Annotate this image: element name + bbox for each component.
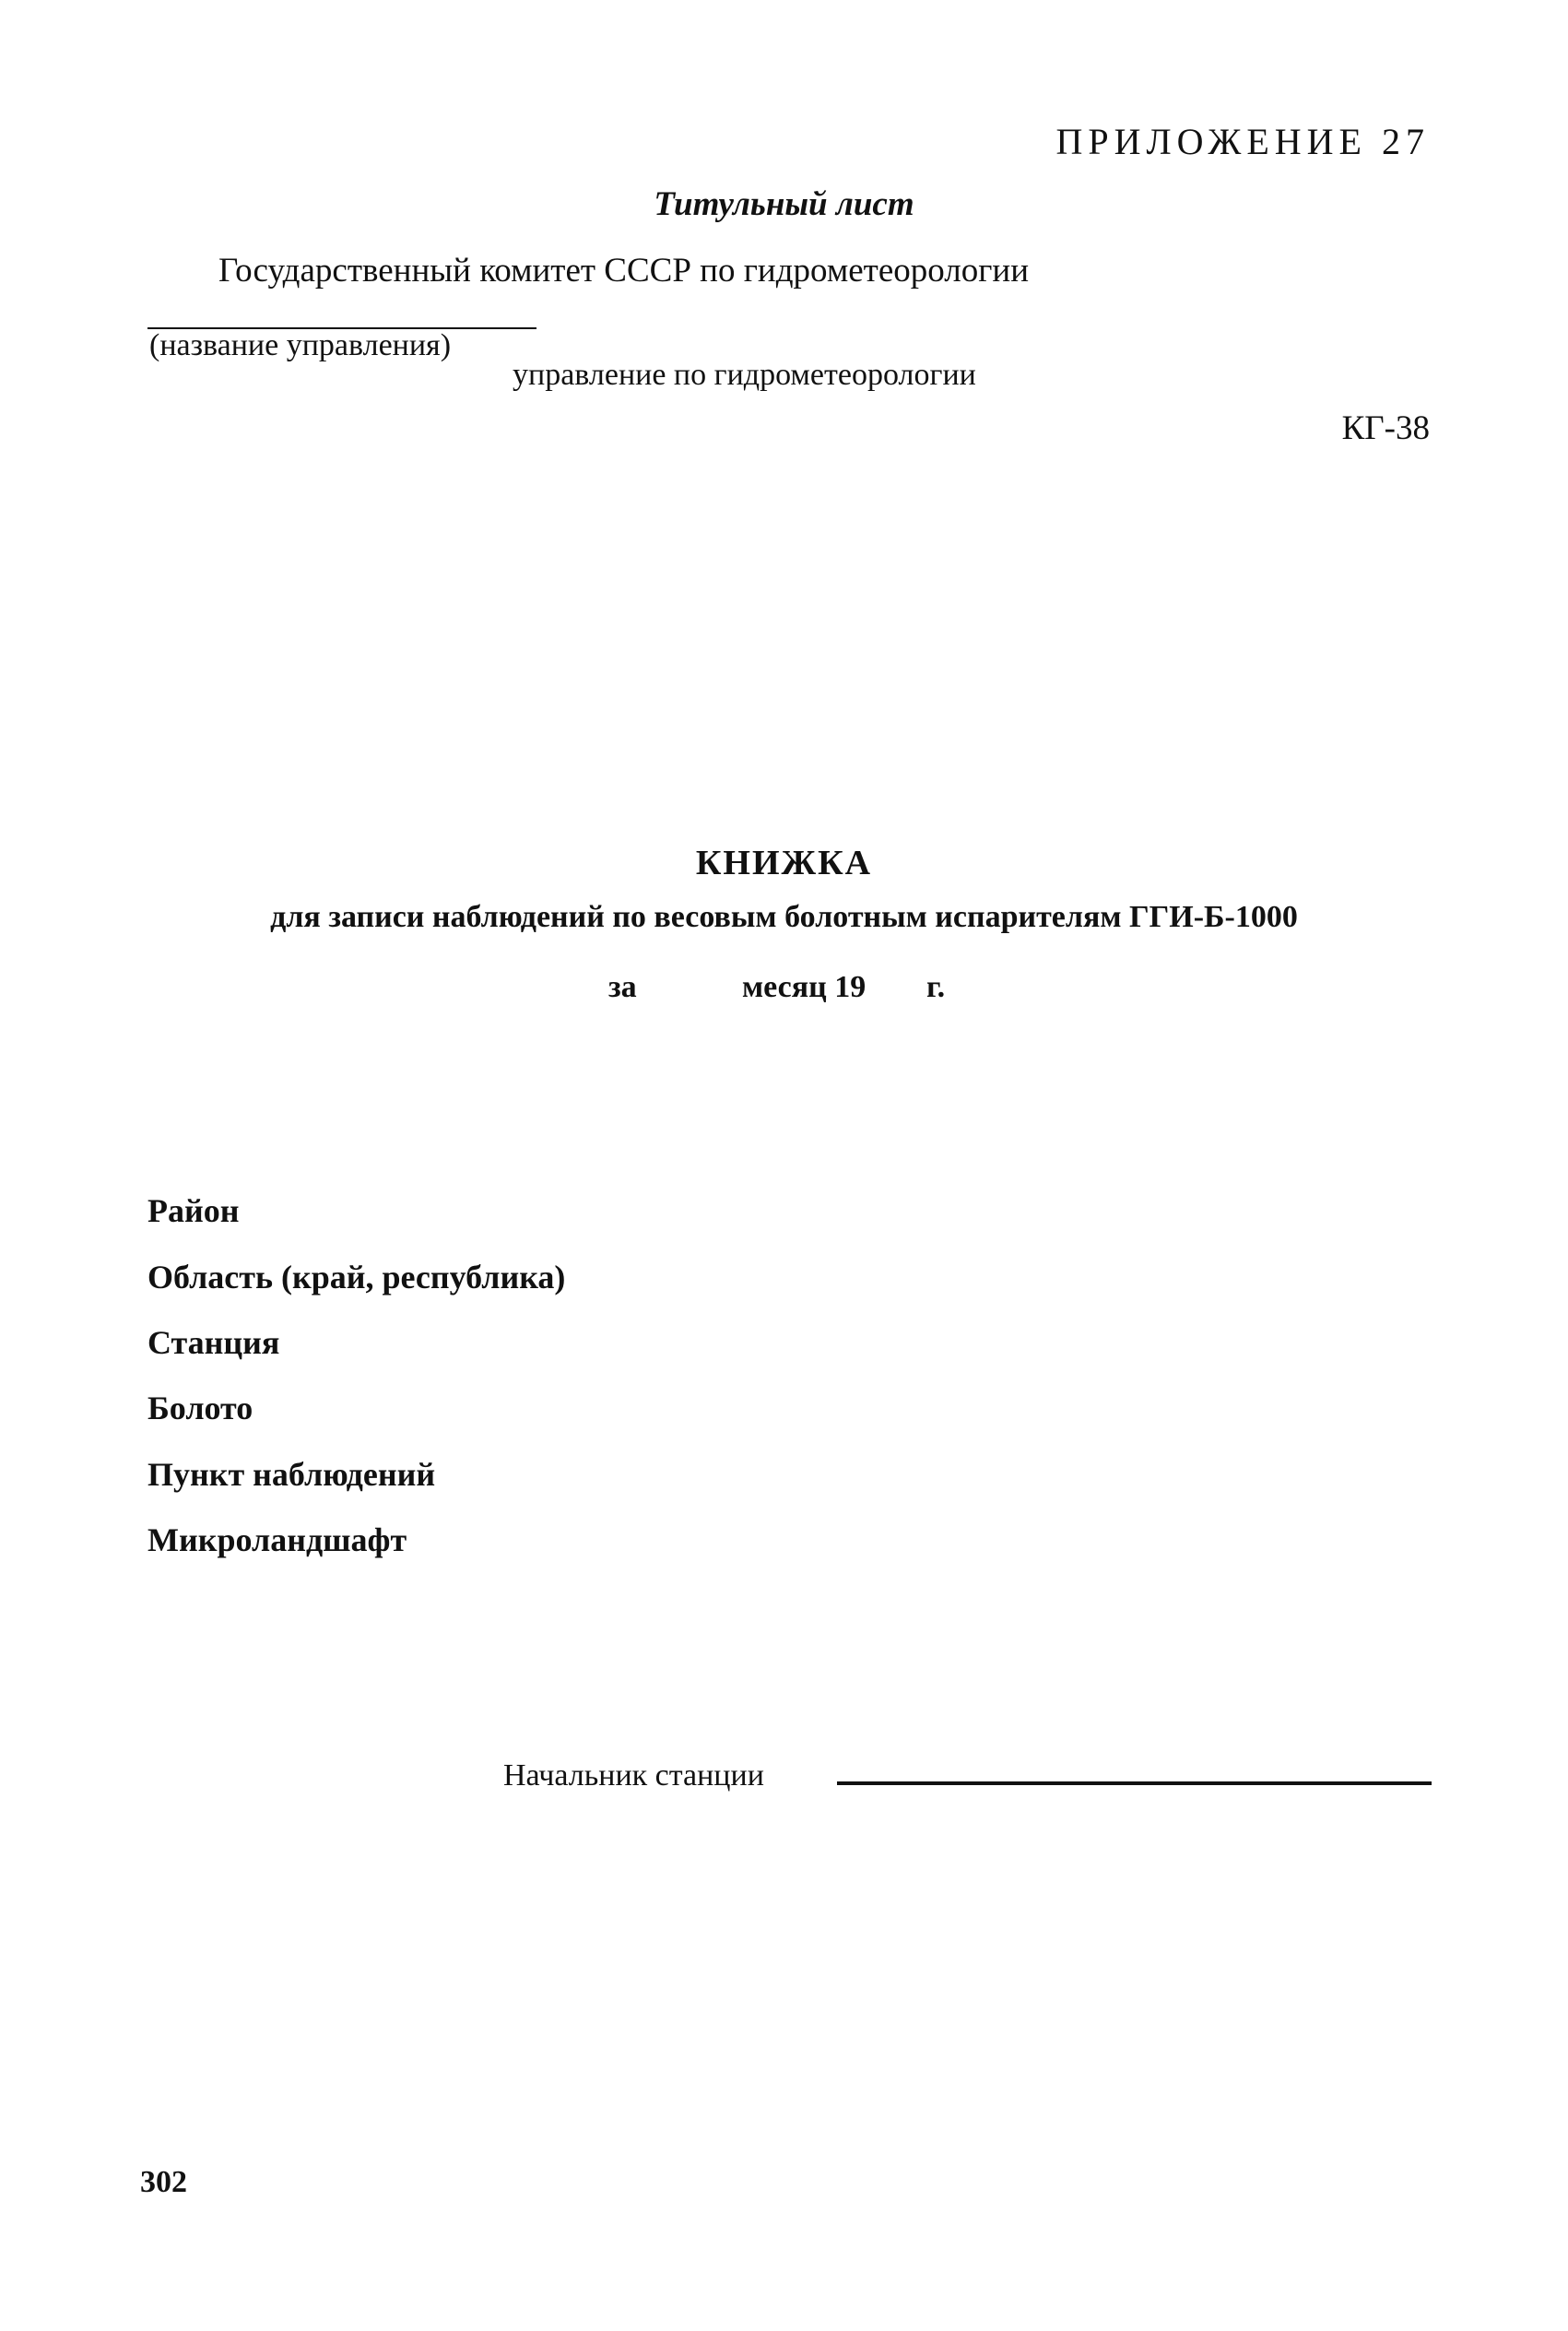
period-year-label: г.: [926, 970, 946, 1004]
field-station: Станция: [147, 1324, 280, 1361]
appendix-label: ПРИЛОЖЕНИЕ 27: [1055, 121, 1430, 162]
field-region: Область (край, республика): [147, 1259, 566, 1296]
field-district: Район: [147, 1192, 240, 1229]
administration-line: управление по гидрометеорологии: [513, 358, 976, 392]
administration-name-caption: (название управления): [149, 328, 452, 362]
field-microlandscape: Микроландшафт: [147, 1521, 407, 1558]
period-for-label: за: [608, 970, 637, 1004]
book-title: КНИЖКА: [695, 844, 873, 882]
committee-name: Государственный комитет СССР по гидрометеорологии: [218, 252, 1030, 290]
field-observation-point: Пункт наблюдений: [147, 1456, 436, 1493]
title-sheet-heading: Титульный лист: [654, 185, 914, 223]
page-number: 302: [140, 2165, 187, 2199]
period-month-label: месяц 19: [742, 970, 867, 1004]
field-bog: Болото: [147, 1390, 253, 1426]
station-chief-label: Начальник станции: [503, 1758, 764, 1793]
signature-line: [837, 1781, 1432, 1785]
form-code: КГ-38: [1341, 409, 1430, 447]
book-subtitle: для записи наблюдений по весовым болотным испарителям ГГИ-Б-1000: [270, 900, 1298, 934]
